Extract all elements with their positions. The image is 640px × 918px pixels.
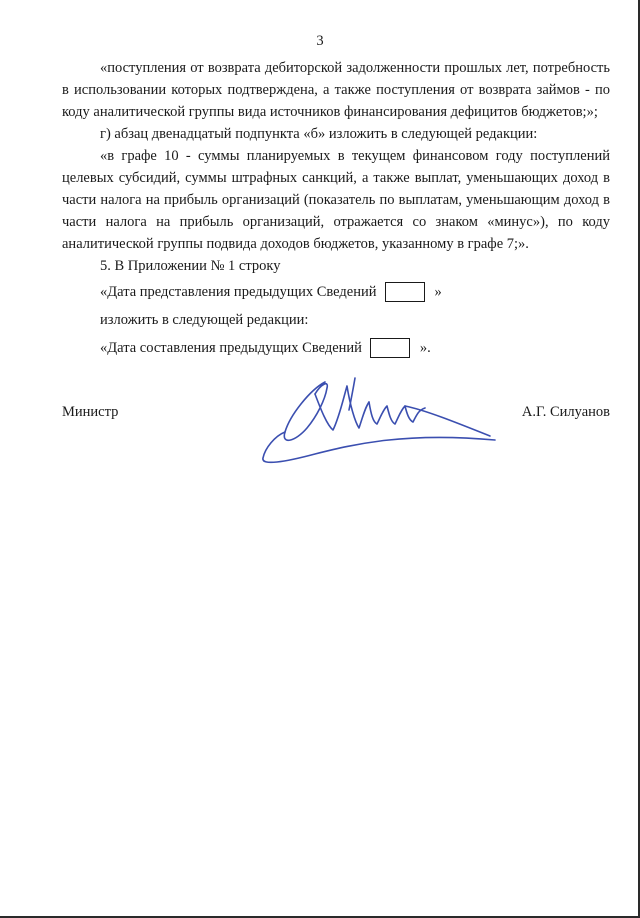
old-date-line-close: » [434,284,442,300]
paragraph-appendix-1: 5. В Приложении № 1 строку [100,258,281,274]
signatory-title: Министр [62,404,119,420]
paragraph-receipts: «поступления от возврата дебиторской задолженности прошлых лет, потребность в использовании которых подтверждена, а также поступления от возврата займов - по коду аналитической группы вида источников финансирования дефицитов бюджетов;»; [62,60,610,120]
new-date-line-close: ». [419,340,431,356]
signature-block [62,404,610,421]
old-date-line [62,279,610,305]
page-number: 3 [316,33,324,49]
new-date-line-text: «Дата составления предыдущих Сведений [100,340,362,356]
document-body [62,57,610,361]
old-date-line-text: «Дата представления предыдущих Сведений [100,284,377,300]
instruction-line [62,307,610,333]
paragraph-subitem-g: г) абзац двенадцатый подпункта «б» изложить в следующей редакции: [100,126,538,142]
new-date-line [62,335,610,361]
signatory-name: А.Г. Силуанов [521,404,610,420]
old-date-empty-box [385,282,425,302]
new-date-empty-box [370,338,410,358]
instruction-text: изложить в следующей редакции: [100,312,309,328]
paragraph-column-10: «в графе 10 - суммы планируемых в текущем финансовом году поступлений целевых субсидий, суммы штрафных санкций, а также выплат, уменьшающих доход в части налога на прибыль организаций (показатель по выплатам, уменьшающим доход в части налога на прибыль организаций, отражается со знаком «минус»), по коду аналитической группы подвида доходов бюджетов, указанному в графе 7;». [62,148,610,252]
